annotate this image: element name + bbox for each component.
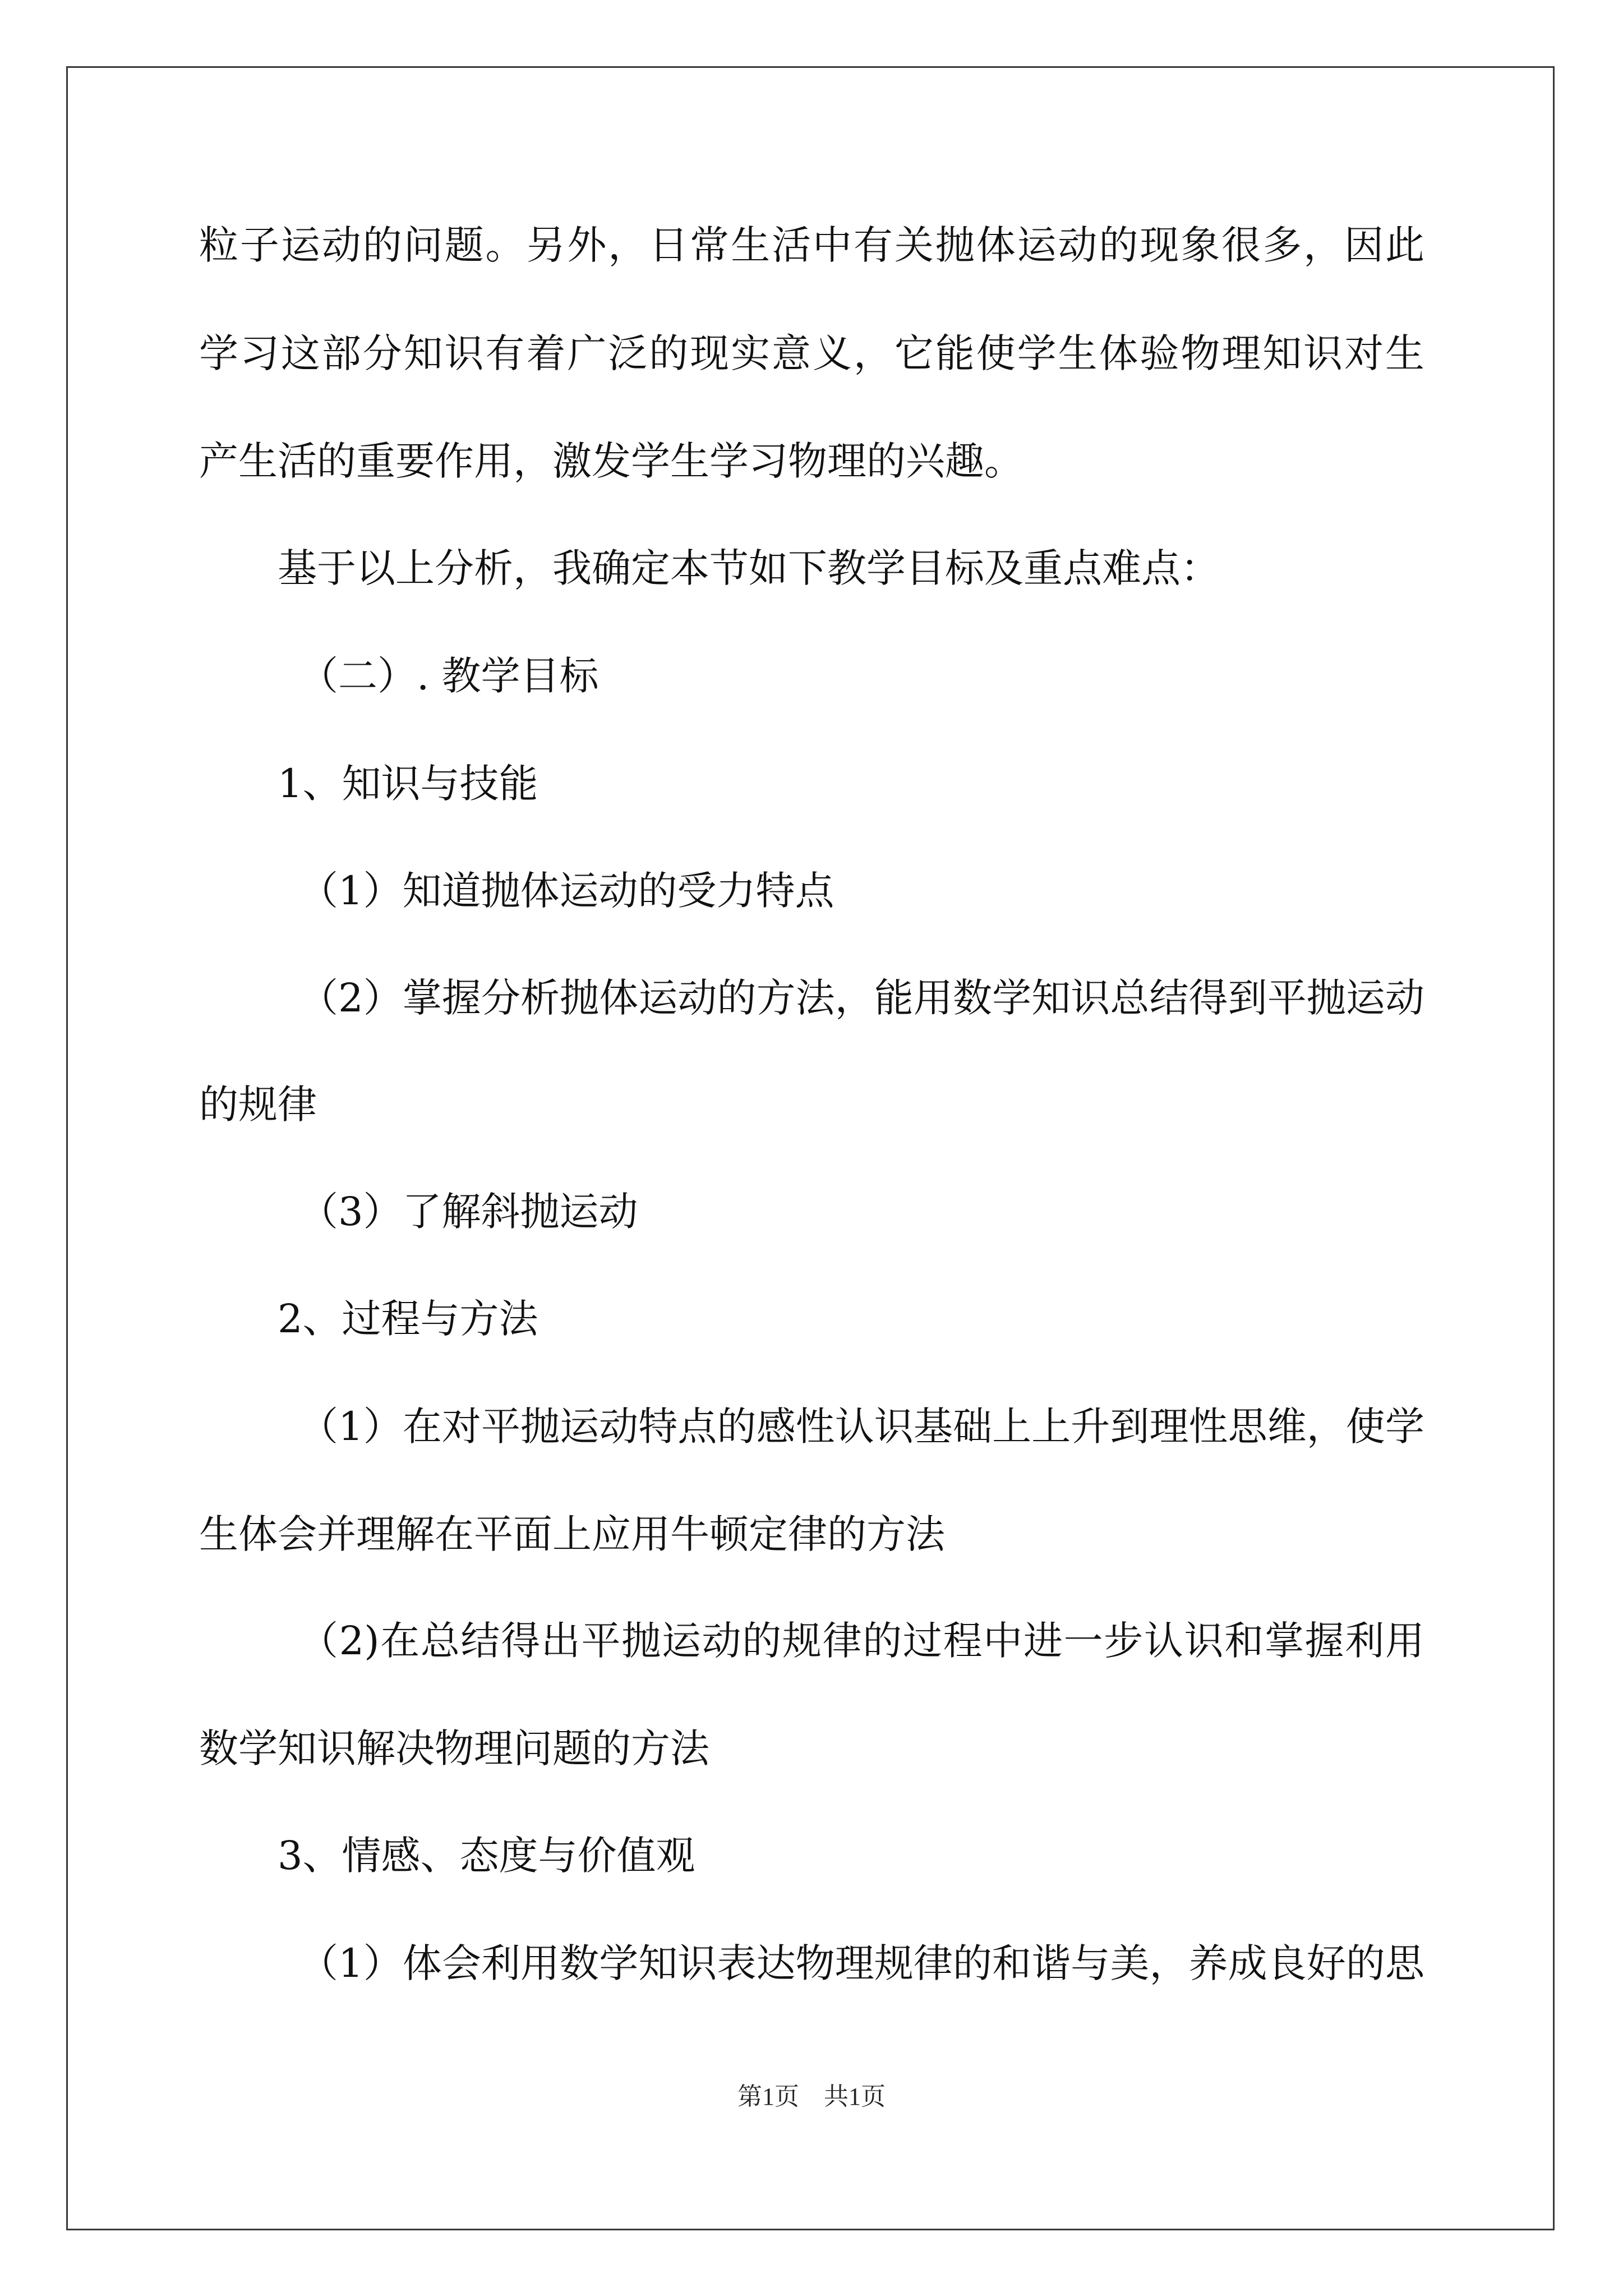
list-item: （1）体会利用数学知识表达物理规律的和谐与美，养成良好的思	[299, 1940, 1424, 1986]
paragraph-line: 粒子运动的问题。另外，日常生活中有关抛体运动的现象很多，因此	[199, 222, 1424, 268]
paragraph-line: 产生活的重要作用，激发学生学习物理的兴趣。	[199, 438, 1023, 484]
subsection-heading: 2、过程与方法	[278, 1296, 538, 1342]
subsection-heading: 1、知识与技能	[278, 761, 538, 807]
list-item: （3）了解斜抛运动	[299, 1189, 638, 1235]
paragraph-line: 学习这部分知识有着广泛的现实意义，它能使学生体验物理知识对生	[199, 330, 1424, 376]
list-item: （2）掌握分析抛体运动的方法，能用数学知识总结得到平抛运动	[299, 975, 1424, 1021]
subsection-heading: 3、情感、态度与价值观	[278, 1833, 695, 1879]
list-item: （2)在总结得出平抛运动的规律的过程中进一步认识和掌握利用	[299, 1618, 1424, 1664]
page-number-footer: 第1页 共1页	[737, 2083, 886, 2110]
list-item-continuation: 生体会并理解在平面上应用牛顿定律的方法	[199, 1511, 945, 1557]
paragraph-line: 基于以上分析，我确定本节如下教学目标及重点难点：	[278, 545, 1220, 591]
list-item-continuation: 的规律	[199, 1082, 317, 1128]
list-item: （1）在对平抛运动特点的感性认识基础上上升到理性思维，使学	[299, 1404, 1424, 1450]
section-heading: （二）. 教学目标	[299, 653, 599, 699]
page-border	[66, 66, 1555, 2230]
list-item-continuation: 数学知识解决物理问题的方法	[199, 1726, 709, 1772]
list-item: （1）知道抛体运动的受力特点	[299, 868, 834, 914]
